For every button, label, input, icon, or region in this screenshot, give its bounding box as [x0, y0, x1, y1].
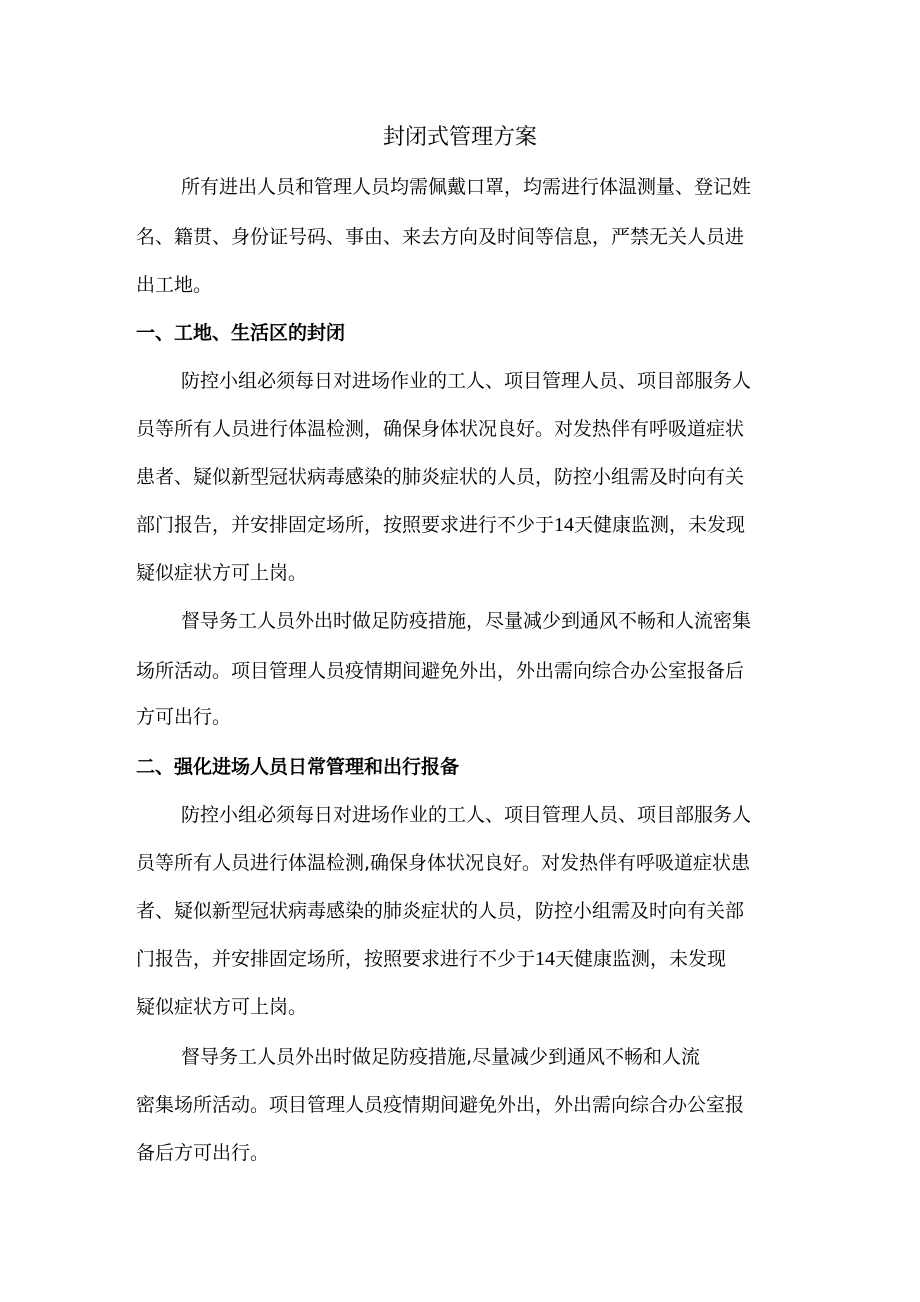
section2-para1-line2: 员等所有人员进行体温检测,确保身体状况良好。对发热伴有呼吸道症状患: [136, 852, 751, 874]
section1-para1-line4: [136, 510, 796, 540]
section2-para1-line5: 疑似症状方可上岗。: [136, 996, 308, 1018]
section1-heading: 一、工地、生活区的封闭: [136, 322, 346, 344]
section2-heading: 二、强化进场人员日常管理和出行报备: [136, 756, 460, 778]
section1-para1-line2: 员等所有人员进行体温检测，确保身体状况良好。对发热伴有呼吸道症状: [136, 418, 745, 440]
section1-para2-line3: 方可出行。: [136, 706, 232, 728]
section2-para1-line3: 者、疑似新型冠状病毒感染的肺炎症状的人员，防控小组需及时向有关部: [136, 900, 745, 922]
section2-para2-line2: 密集场所活动。项目管理人员疫情期间避免外出，外出需向综合办公室报: [136, 1094, 745, 1116]
section1-para1-line4-text-b: 天健康监测，未发现: [574, 514, 746, 536]
section2-para1-line1: 防控小组必须每日对进场作业的工人、项目管理人员、项目部服务人: [181, 804, 752, 826]
intro-line-3: 出工地。: [136, 274, 213, 296]
section2-para1-line4-text-a: 门报告，并安排固定场所，按照要求进行不少于: [136, 948, 536, 970]
section2-para2-line3: 备后方可出行。: [136, 1142, 270, 1164]
intro-line-1: 所有进出人员和管理人员均需佩戴口罩，均需进行体温测量、登记姓: [181, 176, 752, 198]
section2-para1-line4-text-b: 天健康监测，未发现: [555, 948, 727, 970]
section2-para1-line4-number: 14: [535, 948, 556, 970]
section1-para1-line4-number: 14: [554, 514, 575, 536]
section1-para2-line2: 场所活动。项目管理人员疫情期间避免外出，外出需向综合办公室报备后: [136, 660, 745, 682]
section1-para1-line1: 防控小组必须每日对进场作业的工人、项目管理人员、项目部服务人: [181, 370, 752, 392]
section1-para2-line1: 督导务工人员外出时做足防疫措施，尽量减少到通风不畅和人流密集: [181, 610, 752, 632]
section2-para1-line4: [136, 944, 796, 974]
intro-line-2: 名、籍贯、身份证号码、事由、来去方向及时间等信息，严禁无关人员进: [136, 226, 745, 248]
section2-para2-line1: 督导务工人员外出时做足防疫措施,尽量减少到通风不畅和人流: [181, 1046, 701, 1068]
section1-para1-line4-text-a: 部门报告，并安排固定场所，按照要求进行不少于: [136, 514, 555, 536]
section1-para1-line5: 疑似症状方可上岗。: [136, 562, 308, 584]
section1-para1-line3: 患者、疑似新型冠状病毒感染的肺炎症状的人员，防控小组需及时向有关: [136, 466, 745, 488]
document-title: 封闭式管理方案: [382, 125, 537, 150]
